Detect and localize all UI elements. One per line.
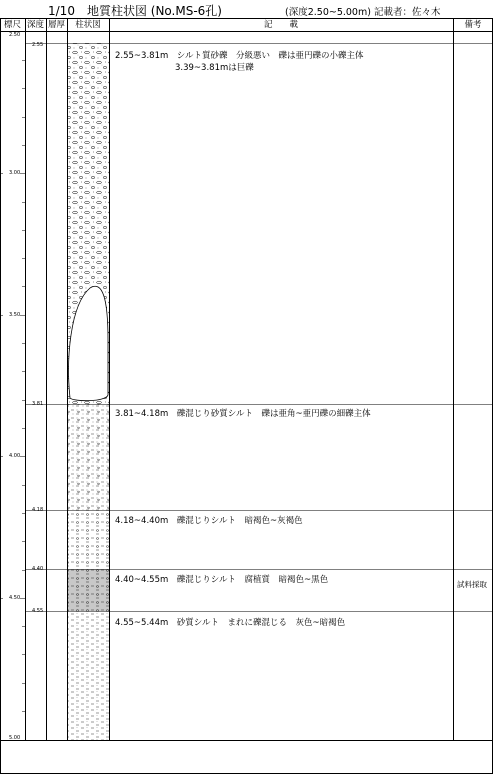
scale-label: 3.50 [9, 312, 21, 318]
col-header-column: 柱状図 [75, 20, 101, 30]
scale-label: 3.00 [9, 170, 21, 176]
layer-description: 4.18~4.40m 礫混じりシルト 暗褐色~灰褐色 [115, 516, 303, 526]
layer-description: 2.55~3.81m シルト質砂礫 分級悪い 礫は亜円礫の小礫主体 [115, 51, 364, 61]
layer-depth: 4.18 [32, 507, 44, 513]
scale-label: 2.50 [9, 32, 21, 38]
strata-gravelly-silt [68, 510, 109, 569]
layer-description: 4.40~4.55m 礫混じりシルト 腐植質 暗褐色~黒色 [115, 575, 329, 585]
layer-depth: 2.55 [32, 42, 44, 48]
col-header-remarks: 備考 [464, 20, 482, 30]
sample-remark: 試料採取 [457, 580, 487, 589]
scale-label: 4.00 [9, 453, 21, 459]
strata-sandy-silt [68, 611, 109, 740]
layer-description: 4.55~5.44m 砂質シルト まれに礫混じる 灰色~暗褐色 [115, 618, 346, 628]
scale-label: 5.00 [9, 735, 21, 741]
layer-depth: 4.40 [32, 566, 44, 572]
col-header-thickness: 層厚 [47, 20, 65, 30]
col-header-description: 記 載 [263, 20, 298, 30]
layer-description-note: 3.39~3.81mは巨礫 [175, 63, 254, 73]
layer-description: 3.81~4.18m 礫混じり砂質シルト 礫は亜角~亜円礫の細礫主体 [115, 409, 371, 419]
scale-label: 4.50 [9, 595, 21, 601]
layer-depth: 3.81 [32, 401, 44, 407]
layer-depth: 4.55 [32, 608, 44, 614]
scale-ticks [0, 61, 25, 712]
page-title: 1/10 地質柱状図 (No.MS-6孔) [48, 4, 222, 18]
col-header-depth: 深度 [26, 20, 44, 30]
col-header-scale: 標尺 [3, 20, 21, 30]
page-subtitle: (深度2.50~5.00m) 記載者：佐々木 [285, 7, 441, 18]
strata-gravelly-sandy-silt [68, 404, 109, 510]
